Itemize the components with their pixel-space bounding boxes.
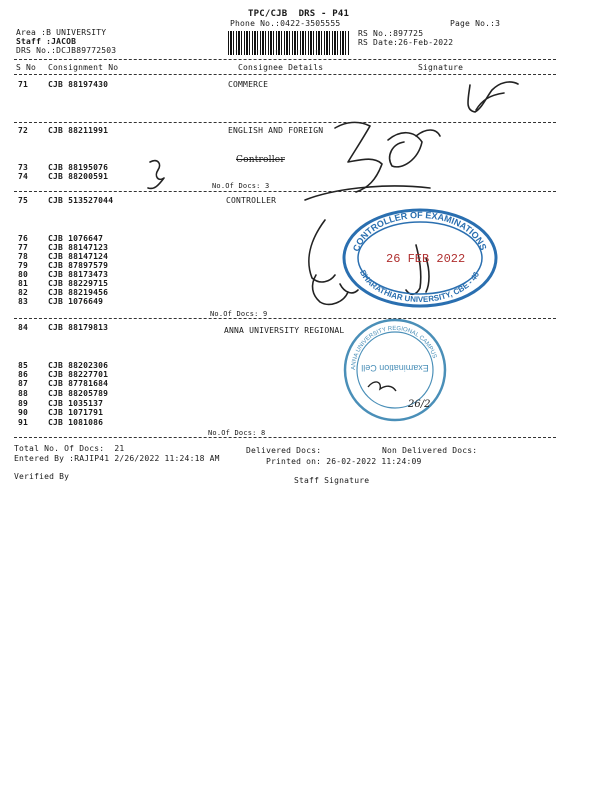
page-number: Page No.:3 [450,19,501,28]
controller-stamp-text: CONTROLLER OF EXAMINATIONS [350,209,489,253]
row-sno: 72 [18,126,29,135]
row-consignee: ENGLISH AND FOREIGN [228,126,324,135]
row-sno: 75 [18,196,29,205]
header-divider [14,59,556,60]
col-sno: S No [16,63,37,72]
col-consignment: Consignment No [48,63,119,72]
delivered-docs: Delivered Docs: [246,446,322,455]
row-consignment: CJB 88195076 [48,163,109,172]
drs-number: DRS No.:DCJB89772503 [16,46,117,55]
staff-signature-label: Staff Signature [294,476,370,485]
row-sno: 86 [18,370,29,379]
row-sno: 76 [18,234,29,243]
row-consignment: CJB 88202306 [48,361,109,370]
col-signature: Signature [418,63,464,72]
entered-by: Entered By :RAJIP41 2/26/2022 11:24:18 AM [14,454,220,463]
printed-on: Printed on: 26-02-2022 11:24:09 [266,457,422,466]
row-consignment: CJB 88227701 [48,370,109,379]
row-sno: 73 [18,163,29,172]
row-sno: 71 [18,80,29,89]
row-consignment: CJB 88179813 [48,323,109,332]
row-consignment: CJB 88147124 [48,252,109,261]
row-consignment: CJB 1081086 [48,418,104,427]
row-consignment: CJB 88229715 [48,279,109,288]
row-consignee: ANNA UNIVERSITY REGIONAL [224,326,345,335]
col-consignee: Consignee Details [238,63,324,72]
row-sno: 78 [18,252,29,261]
exam-cell-stamp-seal [340,315,450,425]
row-consignment: CJB 88197430 [48,80,109,89]
row-consignment: CJB 88200591 [48,172,109,181]
row-sno: 82 [18,288,29,297]
total-docs: Total No. Of Docs: 21 [14,444,125,453]
row-sno: 84 [18,323,29,332]
group-doc-count: No.Of Docs: 3 [212,182,270,190]
row-consignment: CJB 88211991 [48,126,109,135]
exam-cell-stamp-text: Examination Cell [361,363,429,373]
row-sno: 90 [18,408,29,417]
row-consignee-handwritten: Controller [236,155,285,165]
row-consignment: CJB 88173473 [48,270,109,279]
footer-divider [14,437,556,438]
phone-number: Phone No.:0422-3505555 [230,19,341,28]
row-sno: 77 [18,243,29,252]
controller-stamp-seal [340,206,500,310]
row-sno: 83 [18,297,29,306]
row-sno: 88 [18,389,29,398]
rs-number: RS No.:897725 [358,29,424,38]
verified-by: Verified By [14,472,70,481]
row-consignment: CJB 1076647 [48,234,104,243]
row-sno: 80 [18,270,29,279]
row-consignee: COMMERCE [228,80,269,89]
row-sno: 87 [18,379,29,388]
row-consignment: CJB 1035137 [48,399,104,408]
row-consignment: CJB 87897579 [48,261,109,270]
controller-stamp-subtext: BHARATHIAR UNIVERSITY, CBE - 46 [357,268,482,305]
group-doc-count: No.Of Docs: 9 [210,310,268,318]
controller-stamp-date: 26 FEB 2022 [386,252,466,266]
exam-cell-sign: 26/2 [408,399,431,410]
row-sno: 91 [18,418,29,427]
exam-cell-stamp-subtext: ANNA UNIVERSITY REGIONAL CAMPUS [350,325,438,371]
group-doc-count: No.Of Docs: 8 [208,429,266,437]
row-consignment: CJB 88147123 [48,243,109,252]
row-sno: 74 [18,172,29,181]
row-sno: 79 [18,261,29,270]
staff-label: Staff :JACOB [16,37,77,46]
row-sno: 85 [18,361,29,370]
barcode-image [228,31,350,55]
rs-date: RS Date:26-Feb-2022 [358,38,454,47]
row-consignment: CJB 88205789 [48,389,109,398]
row-sno: 81 [18,279,29,288]
row-consignment: CJB 87781684 [48,379,109,388]
row-consignment: CJB 88219456 [48,288,109,297]
row-consignment: CJB 1076649 [48,297,104,306]
row-consignee: CONTROLLER [226,196,277,205]
row-consignment: CJB 513527044 [48,196,114,205]
area-label: Area :B UNIVERSITY [16,28,107,37]
non-delivered-docs: Non Delivered Docs: [382,446,478,455]
document-title: TPC/CJB DRS - P41 [248,9,350,19]
row-sno: 89 [18,399,29,408]
row-consignment: CJB 1071791 [48,408,104,417]
